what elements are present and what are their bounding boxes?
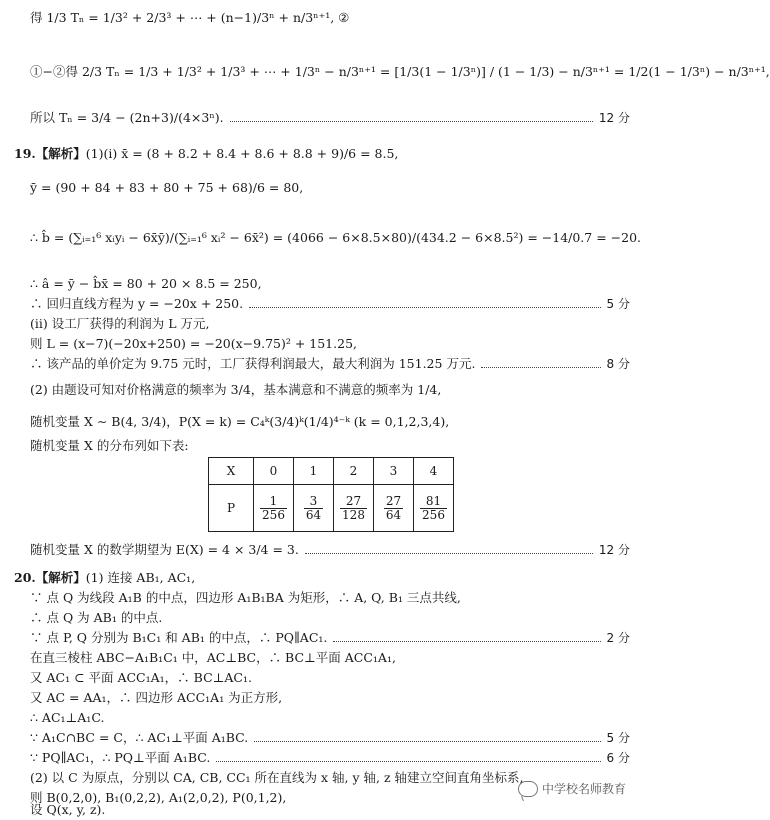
table-cell-p: $\frac{81}{256}$	[414, 485, 454, 532]
score-mark: 12 分	[598, 111, 630, 125]
line-eq2: 得 1/3 Tₙ = 1/3² + 2/3³ + ⋯ + (n−1)/3ⁿ + n/3ⁿ⁺¹, ②	[30, 10, 350, 25]
line-ahat: ∴ â = ȳ − b̂x̄ = 80 + 20 × 8.5 = 250,	[30, 276, 262, 291]
dot-leader	[305, 552, 593, 554]
question-number: 20.	[14, 570, 36, 585]
line-diag-perp: ∴ AC₁⊥A₁C.	[30, 710, 105, 725]
table-cell-p: $\frac{27}{64}$	[374, 485, 414, 532]
line-bc-perp: 又 AC₁ ⊂ 平面 ACC₁A₁，∴ BC⊥AC₁.	[30, 670, 252, 685]
line-parallel: ∵ 点 P, Q 分别为 B₁C₁ 和 AB₁ 的中点，∴ PQ∥AC₁. 2 分	[30, 628, 630, 648]
table-cell-x: 4	[414, 458, 454, 485]
dot-leader	[333, 640, 600, 642]
line-frequency: (2) 由题设可知对价格满意的频率为 3/4，基本满意和不满意的频率为 1/4,	[30, 382, 442, 397]
score-mark: 12 分	[598, 543, 630, 557]
analysis-tag: 【解析】	[35, 570, 86, 585]
score-mark: 8 分	[606, 357, 630, 371]
line-ybar: ȳ = (90 + 84 + 83 + 80 + 75 + 68)/6 = 80,	[30, 180, 304, 195]
dot-leader	[254, 740, 600, 742]
line-coords-setup: (2) 以 C 为原点，分别以 CA, CB, CC₁ 所在直线为 x 轴, y 轴, z 轴建立空间直角坐标系,	[30, 770, 524, 785]
dot-leader	[230, 120, 593, 122]
line-subtract: ①−②得 2/3 Tₙ = 1/3 + 1/3² + 1/3³ + ⋯ + 1/3ⁿ − n/3ⁿ⁺¹ = [1/3(1 − 1/3ⁿ)] / (1 − 1/3) − n/3ⁿ⁺¹ = 1/2(1 − 1/3ⁿ) − n/3ⁿ⁺¹,	[30, 64, 770, 79]
table-header-p: P	[209, 485, 254, 532]
table-cell-x: 1	[294, 458, 334, 485]
line-bhat: ∴ b̂ = (∑ᵢ₌₁⁶ xᵢyᵢ − 6x̄ȳ)/(∑ᵢ₌₁⁶ xᵢ² − 6x̄²) = (4066 − 6×8.5×80)/(434.2 − 6×8.5²) = −14/0.7 = −20.	[30, 230, 642, 245]
table-cell-x: 2	[334, 458, 374, 485]
score-mark: 5 分	[606, 731, 630, 745]
q19-line-xbar: 19.【解析】(1)(ⅰ) x̄ = (8 + 8.2 + 8.4 + 8.6 + 8.8 + 9)/6 = 8.5,	[14, 146, 399, 161]
table-row-x	[209, 458, 454, 485]
line-max-profit: ∴ 该产品的单价定为 9.75 元时，工厂获得利润最大，最大利润为 151.25 万元. 8 分	[30, 354, 630, 374]
line-tn-result: 所以 Tₙ = 3/4 − (2n+3)/(4×3ⁿ). 12 分	[30, 108, 630, 128]
question-number: 19.	[14, 146, 36, 161]
analysis-tag: 【解析】	[35, 146, 86, 161]
line-table-intro: 随机变量 X 的分布列如下表:	[30, 438, 189, 453]
line-ac1-perp: ∵ A₁C∩BC = C，∴ AC₁⊥平面 A₁BC. 5 分	[30, 728, 630, 748]
line-regression: ∴ 回归直线方程为 y = −20x + 250. 5 分	[30, 294, 630, 314]
line-profit-eq: 则 L = (x−7)(−20x+250) = −20(x−9.75)² + 151.25,	[30, 336, 357, 351]
dot-leader	[481, 366, 600, 368]
table-cell-p: $\frac{3}{64}$	[294, 485, 334, 532]
line-midpoint: ∴ 点 Q 为 AB₁ 的中点.	[30, 610, 163, 625]
line-expectation: 随机变量 X 的数学期望为 E(X) = 4 × 3/4 = 3. 12 分	[30, 540, 630, 560]
watermark: 中学校名师教育	[518, 780, 626, 797]
q20-line-connect: 20.【解析】(1) 连接 AB₁, AC₁,	[14, 570, 196, 585]
distribution-table	[208, 457, 454, 532]
table-row-p	[209, 485, 454, 532]
score-mark: 6 分	[606, 751, 630, 765]
table-cell-x: 0	[254, 458, 294, 485]
score-mark: 2 分	[606, 631, 630, 645]
chat-bubble-icon	[518, 781, 538, 797]
line-prism: 在直三棱柱 ABC−A₁B₁C₁ 中，AC⊥BC，∴ BC⊥平面 ACC₁A₁,	[30, 650, 396, 665]
line-square: 又 AC = AA₁，∴ 四边形 ACC₁A₁ 为正方形,	[30, 690, 283, 705]
line-collinear: ∵ 点 Q 为线段 A₁B 的中点，四边形 A₁B₁BA 为矩形，∴ A, Q, B₁ 三点共线,	[30, 590, 461, 605]
line-profit-def: (ⅱ) 设工厂获得的利润为 L 万元,	[30, 316, 210, 331]
table-cell-p: $\frac{1}{256}$	[254, 485, 294, 532]
table-cell-p: $\frac{27}{128}$	[334, 485, 374, 532]
table-header-x: X	[209, 458, 254, 485]
dot-leader	[249, 306, 600, 308]
score-mark: 5 分	[606, 297, 630, 311]
dot-leader	[216, 760, 600, 762]
table-cell-x: 3	[374, 458, 414, 485]
line-pq-perp: ∵ PQ∥AC₁，∴ PQ⊥平面 A₁BC. 6 分	[30, 748, 630, 768]
line-points: 则 B(0,2,0), B₁(0,2,2), A₁(2,0,2), P(0,1,2),	[30, 790, 287, 805]
line-binomial: 随机变量 X ∼ B(4, 3/4)，P(X = k) = C₄ᵏ(3/4)ᵏ(1/4)⁴⁻ᵏ (k = 0,1,2,3,4),	[30, 414, 450, 429]
line-q-def: 设 Q(x, y, z).	[30, 802, 106, 817]
